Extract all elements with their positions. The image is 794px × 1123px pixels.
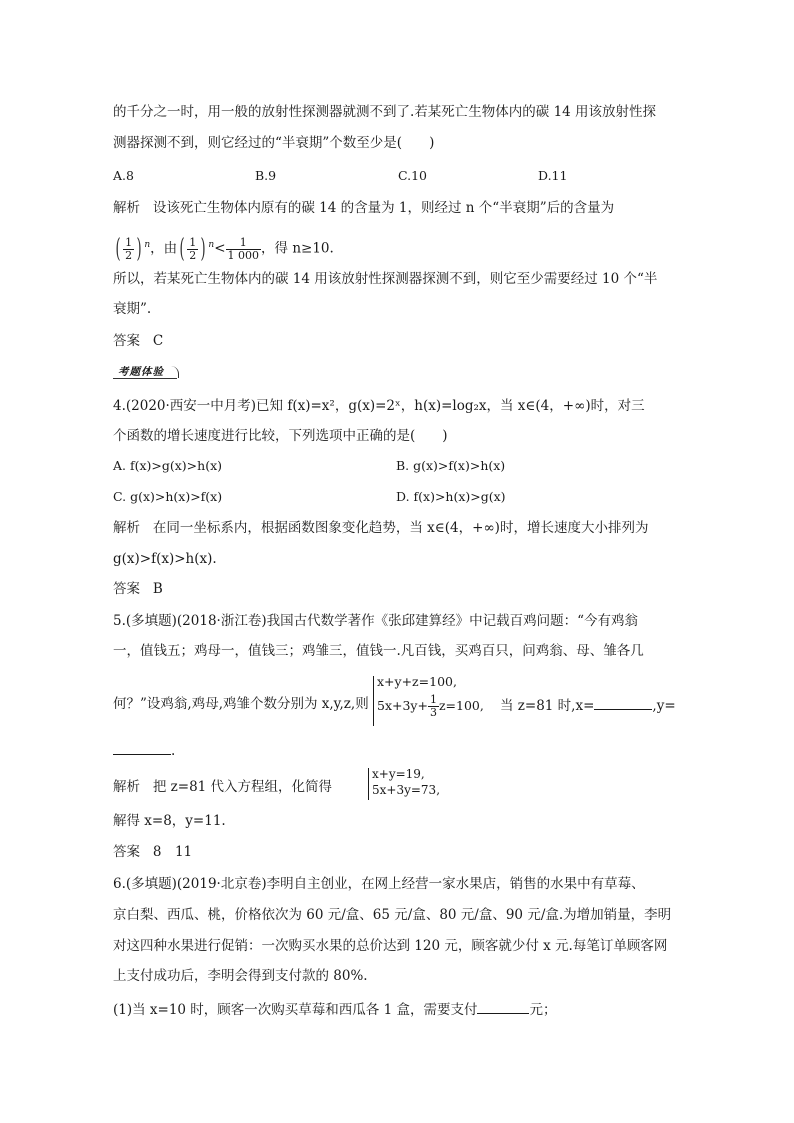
option-b: B.9 [255,168,277,183]
section-badge: 考题体验 [118,366,164,378]
fraction-half: $\frac{1}{2}$ [125,235,133,262]
answer-label: 答案 [113,333,140,349]
formula-result: ，得 n≥10. [261,240,334,257]
answer-blank-x[interactable] [594,695,652,710]
question-5-end: . [171,743,176,759]
question-5-line: 5.(多填题)(2018·浙江卷)我国古代数学著作《张邱建算经》中记载百鸡问题：“今有鸡翁 [113,613,638,629]
answer-label: 答案 [113,844,140,860]
answer-label: 答案 [113,581,140,597]
simplified-system [372,766,440,798]
question-5-text [500,695,676,715]
analysis-text: 把 z=81 代入方程组，化简得 [152,779,333,795]
option-d: D.11 [538,168,568,183]
answer-blank[interactable] [477,999,529,1014]
right-paren: ) [136,234,142,264]
question-5-text: 何？”设鸡翁,鸡母,鸡雏个数分别为 x,y,z,则 [113,696,369,712]
solution-line: 解得 x=8，y=11. [113,813,226,829]
sub-question-text: (1)当 x=10 时，顾客一次购买草莓和西瓜各 1 盒，需要支付 [113,1002,478,1018]
option-c: C.10 [398,168,427,183]
equation-1: x+y+z=100, [377,674,457,689]
formula-text: ，由 [150,240,178,257]
problem-text-line: 测器探测不到，则它经过的“半衰期”个数至少是( ) [113,135,435,151]
equation-system [377,674,484,719]
analysis-formula [113,228,334,262]
equation-brace [368,768,369,800]
answer-blank-y[interactable] [113,740,171,755]
question-6-line: 上支付成功后，李明会得到支付款的 80%. [113,968,368,984]
option-a: A.8 [113,168,134,183]
question-5-y: ,y= [652,698,676,714]
analysis-line [113,778,332,796]
analysis-line [113,199,614,217]
analysis-line: g(x)>f(x)>h(x). [113,551,217,567]
question-5-text [113,740,175,760]
exponent: n [208,240,215,250]
sub-question-unit: 元； [529,1002,557,1018]
option-b: B. g(x)>f(x)>h(x) [396,458,506,473]
fraction-half: $\frac{1}{2}$ [189,235,197,262]
exponent: n [144,240,151,250]
question-6-line: 对这四种水果进行促销：一次购买水果的总价达到 120 元，顾客就少付 x 元.每笔订单顾客网 [113,938,668,954]
analysis-label: 解析 [113,200,140,216]
problem-text-line: 的千分之一时，用一般的放射性探测器就测不到了.若某死亡生物体内的碳 14 用该放射性探 [113,104,657,120]
analysis-line: 衰期”. [113,301,152,317]
equation-1: x+y=19, [372,767,425,781]
left-paren: ( [115,234,121,264]
equation-brace [373,676,374,726]
question-6-line: 京白梨、西瓜、桃，价格依次为 60 元/盒、65 元/盒、80 元/盒、90 元/盒.为增加销量，李明 [113,907,672,923]
answer-line [113,580,163,598]
question-4-line: 个函数的增长速度进行比较，下列选项中正确的是( ) [113,428,448,444]
left-paren: ( [179,234,185,264]
option-a: A. f(x)>g(x)>h(x) [113,458,223,473]
answer-value: B [152,581,163,597]
analysis-label: 解析 [113,520,140,536]
badge-decoration [168,366,179,378]
question-6-sub1 [113,999,556,1019]
right-paren: ) [200,234,206,264]
equation-2: 5x+3y=73, [372,783,441,797]
question-5-line: 一，值钱五；鸡母一，值钱三；鸡雏三，值钱一.凡百钱，买鸡百只，问鸡翁、母、雏各几 [113,643,644,659]
badge-underline [113,378,177,379]
answer-value: C [152,333,164,349]
analysis-label: 解析 [113,779,140,795]
analysis-line: 所以，若某死亡生物体内的碳 14 用该放射性探测器探测不到，则它至少需要经过 10 个“半 [113,271,658,287]
analysis-text: 在同一坐标系内，根据函数图象变化趋势，当 x∈(4，+∞)时，增长速度大小排列为 [152,520,649,536]
option-d: D. f(x)>h(x)>g(x) [396,489,506,504]
fraction-third: $\frac{1}{3}$ [429,693,437,719]
fraction-thousandth: $\frac{1}{1 000}$ [227,235,260,262]
answer-line [113,332,163,350]
option-c: C. g(x)>h(x)>f(x) [113,489,223,504]
question-5-condition: 当 z=81 时,x= [500,698,595,714]
analysis-text: 设该死亡生物体内原有的碳 14 的含量为 1，则经过 n 个“半衰期”后的含量为 [152,200,615,216]
question-6-line: 6.(多填题)(2019·北京卷)李明自主创业，在网上经营一家水果店，销售的水果中有草莓、 [113,876,645,892]
answer-value: 8 11 [152,844,193,860]
question-4-line: 4.(2020·西安一中月考)已知 f(x)=x²，g(x)=2ˣ，h(x)=log₂x，当 x∈(4，+∞)时，对三 [113,398,645,414]
analysis-line [113,519,648,537]
answer-line [113,843,192,861]
less-than: < [214,240,226,257]
equation-2: 5x+3y+ $\frac{1}{3}$ z=100, [377,693,484,719]
